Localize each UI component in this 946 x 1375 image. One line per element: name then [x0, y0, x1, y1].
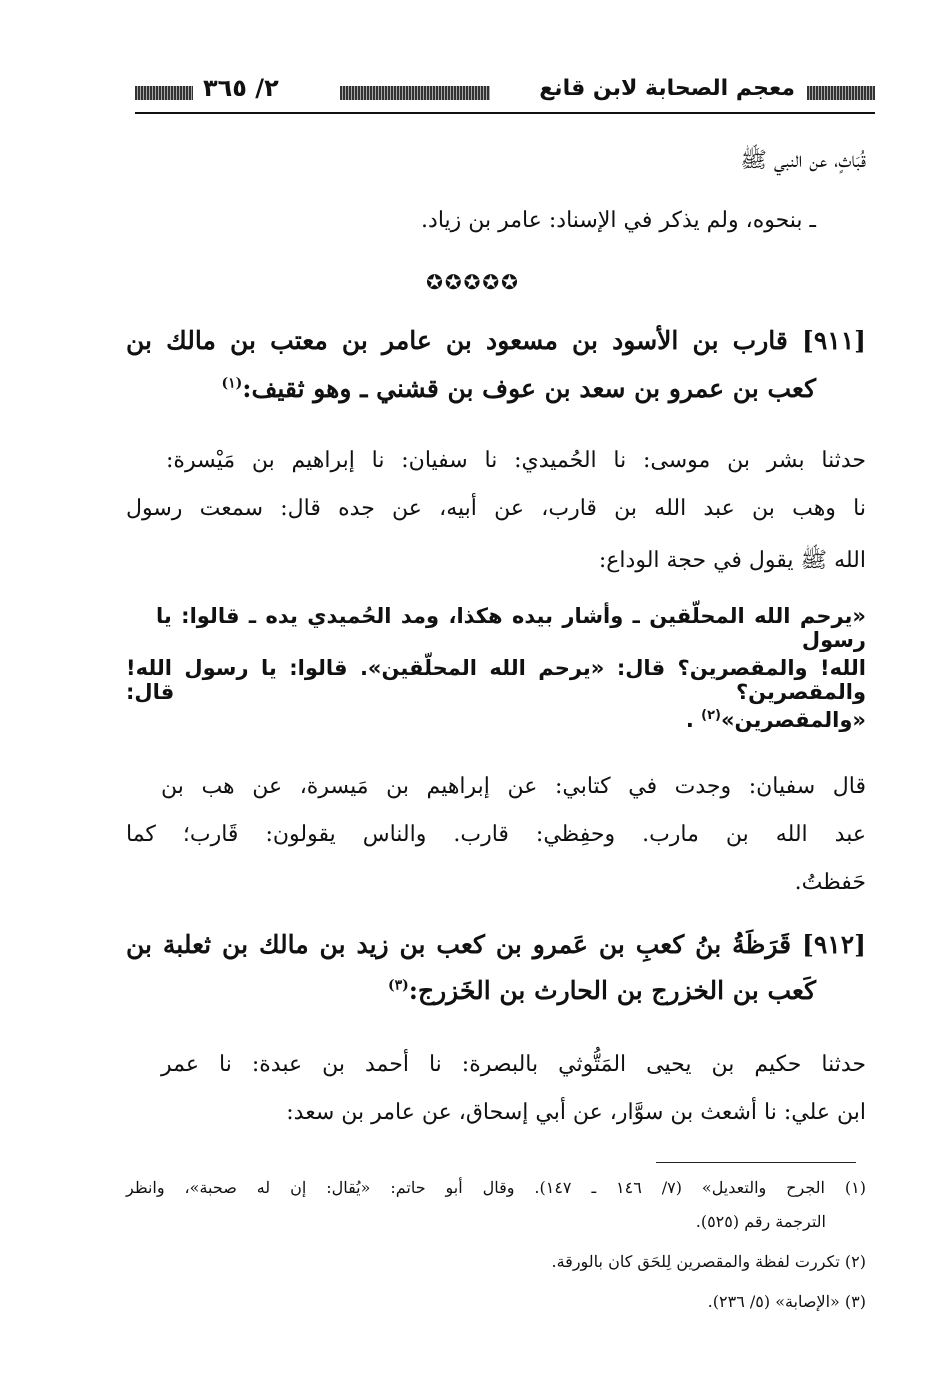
footnote-rule	[656, 1162, 856, 1163]
entry-heading-911: [٩١١] قارب بن الأسود بن مسعود بن عامر بن معتب بن مالك بن	[126, 326, 866, 355]
entry-heading-912: [٩١٢] قَرَظَةُ بنُ كعبِ بن عَمرو بن كعب بن زيد بن مالك بن ثعلبة بن	[126, 930, 866, 959]
section-separator: ✪✪✪✪✪	[426, 270, 520, 294]
hadith-line: الله! والمقصرين؟ قال: «يرحم الله المحلّقين». قالوا: يا رسول الله! والمقصرين؟ قال:	[126, 656, 866, 704]
text-line: ـ بنحوه، ولم يذكر في الإسناد: عامر بن زياد.	[421, 208, 816, 233]
entry-heading-912-cont: كَعب بن الخزرج بن الحارث بن الخَزرج:$^{(٣)}$	[387, 976, 816, 1005]
footnote-ref: (٢)	[701, 708, 721, 723]
header-ornament-middle	[340, 86, 490, 100]
footnote-ref: (١)	[221, 375, 243, 392]
header-ornament-left	[135, 86, 193, 100]
footnote-1-cont: الترجمة رقم (٥٢٥).	[695, 1212, 826, 1231]
header-rule	[135, 112, 875, 114]
footnote-1: (١) الجرح والتعديل» (٧/ ١٤٦ ـ ١٤٧). وقال أبو حاتم: «يُقال: إن له صحبة»، وانظر	[126, 1178, 866, 1197]
text-line: نا وهب بن عبد الله بن قارب، عن أبيه، عن جده قال: سمعت رسول	[126, 496, 866, 521]
header-ornament-right	[807, 86, 875, 100]
text-line: الله ﷺ يقول في حجة الوداع:	[598, 548, 866, 573]
text-line: حدثنا بشر بن موسى: نا الحُميدي: نا سفيان: نا إبراهيم بن مَيْسرة:	[166, 448, 866, 473]
entry-heading-911-cont: كعب بن عمرو بن سعد بن عوف بن قشني ـ وهو ثقيف:$^{(١)}$	[221, 374, 816, 403]
hadith-line: «يرحم الله المحلّقين ـ وأشار بيده هكذا، ومد الحُميدي يده ـ قالوا: يا رسول	[156, 604, 866, 652]
text-line: عبد الله بن مارب. وحفِظي: قارب. والناس يقولون: قَارب؛ كما	[126, 822, 866, 847]
hadith-line: «والمقصرين»$^{(٢)}$ .	[685, 708, 866, 732]
footnote-2: (٢) تكررت لفظة والمقصرين لِلحَق كان بالورقة.	[551, 1252, 866, 1271]
text-line: قُبَاثٍ، عن النبي ﷺ	[740, 148, 866, 173]
text-line: قال سفيان: وجدت في كتابي: عن إبراهيم بن مَيسرة، عن هب بن	[161, 774, 866, 799]
page-header	[135, 70, 875, 114]
footnote-3: (٣) «الإصابة» (٥/ ٢٣٦).	[707, 1292, 866, 1311]
footnote-ref: (٣)	[387, 977, 409, 994]
book-title: معجم الصحابة لابن قانع	[539, 76, 795, 101]
text-line: حَفظتُ.	[794, 870, 866, 895]
page-number: ٢/ ٣٦٥	[203, 74, 279, 102]
text-line: ابن علي: نا أشعث بن سوَّار، عن أبي إسحاق، عن عامر بن سعد:	[286, 1100, 866, 1125]
text-line: حدثنا حكيم بن يحيى المَتُّوثي بالبصرة: نا أحمد بن عبدة: نا عمر	[161, 1052, 866, 1077]
